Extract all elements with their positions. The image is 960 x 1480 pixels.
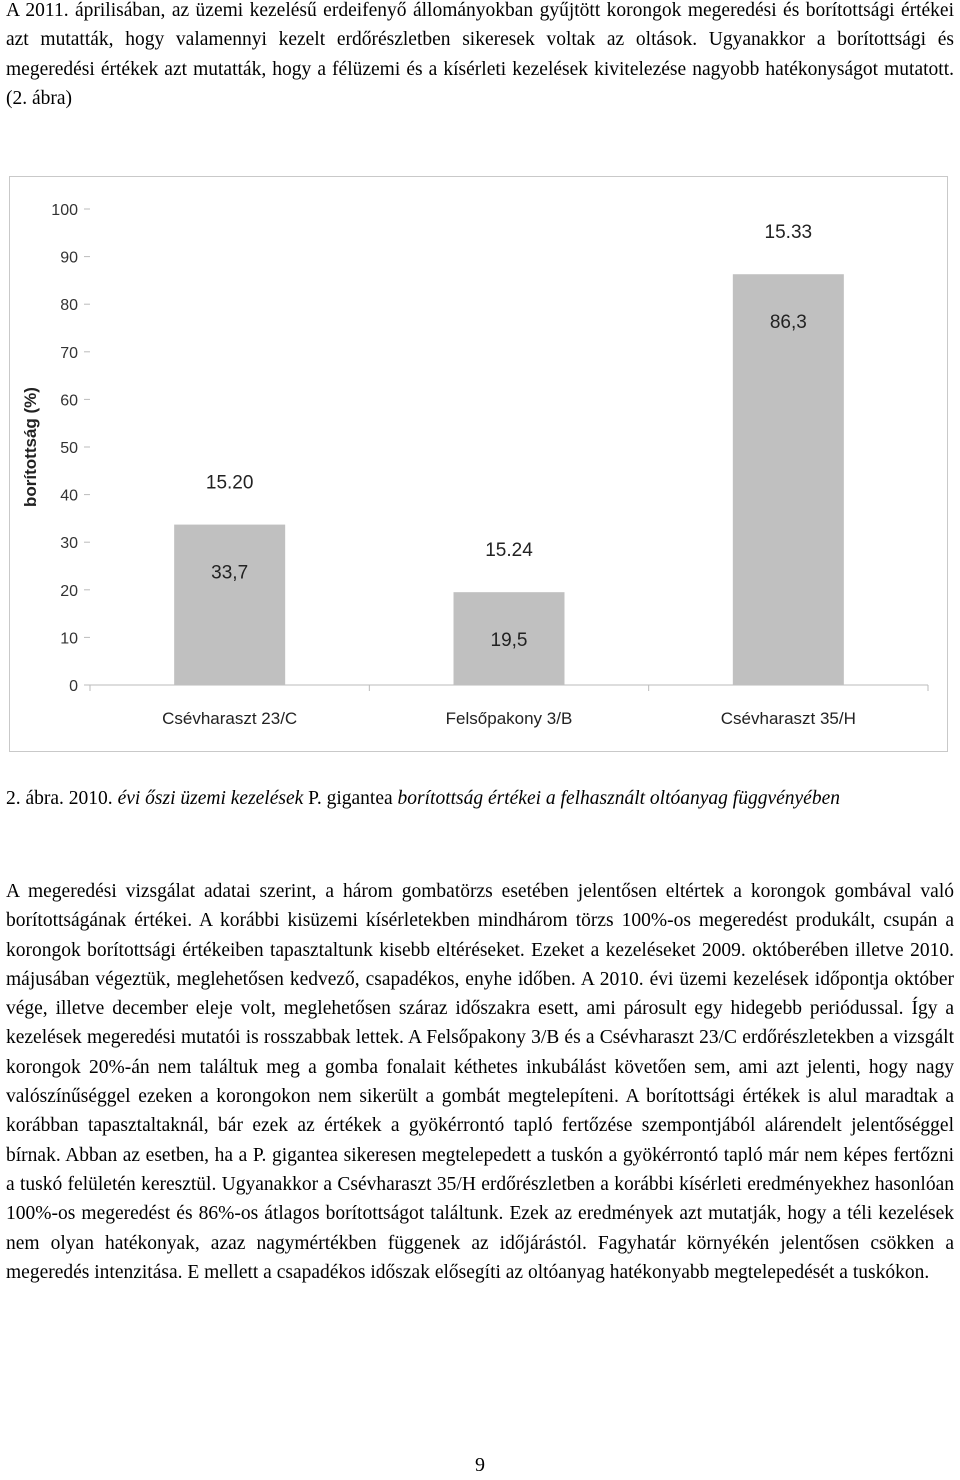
y-tick-label: 40 xyxy=(60,487,78,505)
x-category-label: Csévharaszt 23/C xyxy=(162,709,298,728)
page-number: 9 xyxy=(475,1454,485,1476)
strain-label: 15.24 xyxy=(485,540,533,562)
data-label: 19,5 xyxy=(490,630,528,652)
caption-italic-2: borítottság értékei a felhasznált oltóanyag függvényében xyxy=(392,788,840,809)
bar xyxy=(174,525,285,685)
caption-italic-1: évi őszi üzemi kezelések xyxy=(117,788,309,809)
y-axis-label: borítottság (%) xyxy=(21,387,40,507)
y-tick-label: 90 xyxy=(60,249,78,267)
caption-prefix: 2. ábra. 2010. xyxy=(6,788,118,809)
data-label: 33,7 xyxy=(211,562,249,584)
body-paragraph: A megeredési vizsgálat adatai szerint, a három gombatörzs esetében jelentősen eltértek a korongok gombával való borítottságának értékei. A korábbi kisüzemi kísérletekben mindhárom törzs 100%-os megeredést produkált, csupán a korongok borítottsági értékeiben tapasztaltunk kisebb eltéréseket. Ezeket a kezeléseket 2009. októberében illetve 2010. májusában végeztük, meglehetősen kedvező, csapadékos, enyhe időben. A 2010. évi üzemi kezelések időpontja október vége, illetve december eleje volt, meglehetősen száraz időszakra esett, ami párosult egy hidegebb periódussal. Így a kezelések megeredési mutatói is rosszabbak lettek. A Felsőpakony 3/B és a Csévharaszt 23/C erdőrészletekben a vizsgált korongok 20%-án nem találtuk meg a gomba fonalait kéthetes inkubálást követően sem, ami azt jelenti, hogy nagy valószínűséggel ezeken a korongokon nem sikerült a gombát megtelepíteni. A borítottsági értékek is alul maradtak a korábban tapasztaltaknál, bár ezek az értékek a gyökérrontó tapló fertőzése szempontjából alárendelt jelentőséggel bírnak. Abban az esetben, ha a P. gigantea sikeresen megtelepedett a tuskón a gyökérrontó tapló már nem képes fertőzni a tuskó felületén keresztül. Ugyanakkor a Csévharaszt 35/H erdőrészletben a korábbi kísérleti eredményekhez hasonlóan 100%-os megeredést és 86%-os átlagos borítottságot találtunk. Ezek az eredmények azt mutatják, hogy a téli kezelések nem olyan hatékonyak, azaz nagymértékben függenek az időjárástól. Fagyhatár környékén jelentősen csökken a megeredés intenzitása. E mellett a csapadékos időszak elősegíti az oltóanyag hatékonyabb megtelepedését a tuskókon. xyxy=(6,881,954,1283)
y-tick-label: 10 xyxy=(60,630,78,648)
y-tick-label: 100 xyxy=(51,202,78,219)
figure-caption xyxy=(6,784,954,813)
intro-paragraph: A 2011. áprilisában, az üzemi kezelésű erdeifenyő állományokban gyűjtött korongok megeredési és borítottsági értékei azt mutatták, hogy valamennyi kezelt erdőrészletben sikeresek voltak az oltások. Ugyanakkor a borítottsági és megeredési értékek azt mutatták, hogy a félüzemi és a kísérleti kezelések kivitelezése nagyobb hatékonyságot mutatott. (2. ábra) xyxy=(6,0,954,109)
x-category-label: Felsőpakony 3/B xyxy=(445,709,573,728)
strain-label: 15.20 xyxy=(205,472,254,494)
bar-chart xyxy=(10,177,949,753)
y-tick-label: 20 xyxy=(60,582,78,600)
y-tick-label: 30 xyxy=(60,535,78,553)
y-tick-label: 60 xyxy=(60,392,78,410)
data-label: 86,3 xyxy=(769,312,807,334)
caption-species: P. gigantea xyxy=(308,788,393,809)
y-tick-label: 70 xyxy=(60,344,78,362)
y-tick-label: 80 xyxy=(60,297,78,315)
y-tick-label: 50 xyxy=(60,440,78,457)
y-tick-label: 0 xyxy=(69,678,78,695)
figure-chart xyxy=(9,176,948,752)
x-category-label: Csévharaszt 35/H xyxy=(720,709,856,728)
strain-label: 15.33 xyxy=(764,222,813,244)
bar xyxy=(733,274,844,685)
